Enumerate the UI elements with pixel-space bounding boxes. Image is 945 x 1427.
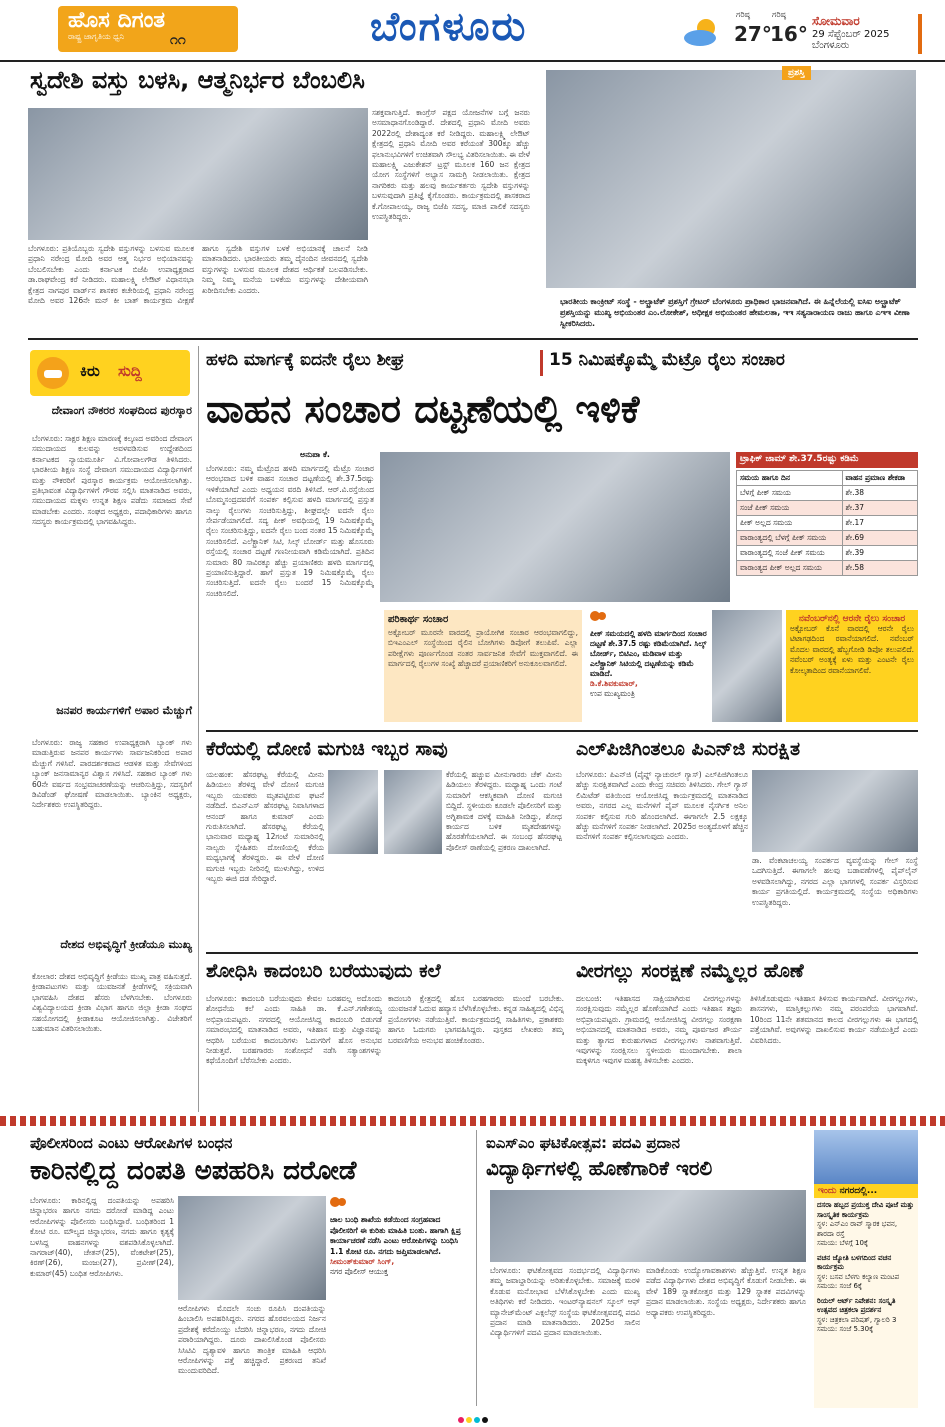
max-temp: 27° [734, 22, 772, 46]
event-name: ರಿಯಲ್ ಆರ್ಟ್ ನಿವೇಶನ: ಸಂಸ್ಕೃತಿ ಉತ್ಸವದ ಚಿತ್ರಕಲಾ ಪ್ರದರ್ಶನ [817, 1296, 896, 1314]
victim-photo-2 [384, 770, 442, 854]
quote-text: ಪೀಕ್ ಸಮಯದಲ್ಲಿ ಹಳದಿ ಮಾರ್ಗದಿಂದ ಸಂಚಾರ ದಟ್ಟಣೆ ಶೇ.37.5 ರಷ್ಟು ಕಡಿಮೆಯಾಗಿದೆ. ಸಿಲ್ಕ್ ಬೋರ್ಡ್, ಬಿಟಿಎಂ, ಮಡಿವಾಳ ಮತ್ತು ಎಲೆಕ್ಟ್ರಾನಿಕ್ ಸಿಟಿಯಲ್ಲಿ ದಟ್ಟಣೆಯನ್ನು ಕಡಿಮೆ ಮಾಡಿದೆ. [590, 629, 707, 678]
trial-run-box [384, 610, 582, 722]
boat-text: ಯಲಹಂಕ: ಹೆಸರಘಟ್ಟ ಕೆರೆಯಲ್ಲಿ ಮೀನು ಹಿಡಿಯಲು ತೆರಳಿದ್ದ ವೇಳೆ ದೋಣಿ ಮಗುಚಿ ಇಬ್ಬರು ಯುವಕರು ಮೃತಪಟ್ಟಿರುವ ಘಟನೆ ನಡೆದಿದೆ. ಬಿಎನ್‌ಎಸ್ ಹೆಸರಘಟ್ಟ ನಿವಾಸಿಗಳಾದ ಆನಂದ್ ಹಾಗೂ ಕುಮಾರ್ ಎಂದು ಗುರುತಿಸಲಾಗಿದೆ. ಹೆಸರಘಟ್ಟ ಕೆರೆಯಲ್ಲಿ ಭಾನುವಾರ ಮಧ್ಯಾಹ್ನ 12ಗಂಟೆ ಸುಮಾರಿನಲ್ಲಿ ನಾಲ್ವರು ಸ್ನೇಹಿತರು ದೋಣಿಯಲ್ಲಿ ಕೆರೆಯ ಮಧ್ಯಭಾಗಕ್ಕೆ ತೆರಳಿದ್ದರು. ಈ ವೇಳೆ ದೋಣಿ ಮಗುಚಿ ಇಬ್ಬರು ನೀರಿನಲ್ಲಿ ಮುಳುಗಿದ್ದು, ಉಳಿದ ಇಬ್ಬರು ಈಜಿ ದಡ ಸೇರಿದ್ದಾರೆ. [206, 770, 324, 884]
table-cell: ಶೇ.17 [842, 516, 917, 531]
table-cell: ಬೆಳಗ್ಗೆ ಪೀಕ್ ಸಮಯ [737, 486, 843, 501]
logo-text: ಹೊಸ ದಿಗಂತ [68, 8, 166, 33]
convocation-text: ಬೆಂಗಳೂರು: ಘಟಿಕೋತ್ಸವದ ಸಂದರ್ಭದಲ್ಲಿ ವಿದ್ಯಾರ್ಥಿಗಳು ತಮ್ಮ ಜವಾಬ್ದಾರಿಯನ್ನು ಅರಿತುಕೊಳ್ಳಬೇಕು. ಸಮಾಜಕ್ಕೆ ಮರಳಿ ಕೊಡುವ ಮನೋಭಾವ ಬೆಳೆಸಿಕೊಳ್ಳಬೇಕು ಎಂದು ಮುಖ್ಯ ಅತಿಥಿಗಳು ಕರೆ ನೀಡಿದರು. ಇಂಟರ್‌ನ್ಯಾಷನಲ್ ಸ್ಕೂಲ್ ಆಫ್ ಮ್ಯಾನೇಜ್‌ಮೆಂಟ್ ಎಕ್ಸಲೆನ್ಸ್ ಸಂಸ್ಥೆಯ ಘಟಿಕೋತ್ಸವದಲ್ಲಿ ಪದವಿ ಪ್ರದಾನ ಮಾಡಿ ಮಾತನಾಡಿದರು. 2025ರ ಸಾಲಿನ ವಿದ್ಯಾರ್ಥಿಗಳಿಗೆ ಪದವಿ ಪ್ರದಾನ ಮಾಡಲಾಯಿತು. [490, 1266, 640, 1338]
newspaper-logo[interactable] [58, 6, 238, 52]
novel-text: ಬೆಂಗಳೂರು: ಕಾದಂಬರಿ ಬರೆಯುವುದು ಕೇವಲ ಬರಹವಲ್ಲ ಅದೊಂದು ಶೋಧನೆಯ ಕಲೆ ಎಂದು ಸಾಹಿತಿ ಡಾ. ಕೆ.ಎನ್.ಗಣೇಶಯ್ಯ ಅಭಿಪ್ರಾಯಪಟ್ಟರು. ನಗರದಲ್ಲಿ ಆಯೋಜಿಸಿದ್ದ ಕಾದಂಬರಿ ಬಿಡುಗಡೆ ಸಮಾರಂಭದಲ್ಲಿ ಮಾತನಾಡಿದ ಅವರು, ಇತಿಹಾಸ ಮತ್ತು ವಿಜ್ಞಾನವನ್ನು ಆಧರಿಸಿ ಬರೆಯುವ ಕಾದಂಬರಿಗಳು ಓದುಗರಿಗೆ ಹೊಸ ಅನುಭವ ನೀಡುತ್ತವೆ. ಬರಹಗಾರರು ಸಂಶೋಧನೆ ನಡೆಸಿ ಸತ್ಯಾಂಶಗಳನ್ನು ಕಥೆಯೊಂದಿಗೆ ಬೆರೆಸಬೇಕು ಎಂದರು. [206, 994, 382, 1066]
kiru3-text: ಕೋಲಾರ: ದೇಶದ ಅಭಿವೃದ್ಧಿಗೆ ಕ್ರೀಡೆಯು ಮುಖ್ಯ ಪಾತ್ರ ವಹಿಸುತ್ತದೆ. ಕ್ರೀಡಾಪಟುಗಳು ಮತ್ತು ಯುವಜನತೆ ಕ್ರೀಡೆಗಳಲ್ಲಿ ಸಕ್ರಿಯವಾಗಿ ಭಾಗವಹಿಸಿ ದೇಶದ ಹೆಸರು ಬೆಳಗಿಸಬೇಕು. ಬೆಂಗಳೂರು ವಿಶ್ವವಿದ್ಯಾಲಯದ ಕ್ರೀಡಾ ವಿಭಾಗ ಹಾಗೂ ಜಿಲ್ಲಾ ಕ್ರೀಡಾ ಸಂಘದ ಸಹಯೋಗದಲ್ಲಿ ಕ್ರೀಡಾಕೂಟ ಆಯೋಜಿಸಲಾಗಿತ್ತು. ವಿಜೇತರಿಗೆ ಬಹುಮಾನ ವಿತರಿಸಲಾಯಿತು. [32, 972, 192, 1034]
lead-kicker-b: 15 ನಿಮಿಷಕ್ಕೊಮ್ಮೆ ಮೆಟ್ರೊ ರೈಲು ಸಂಚಾರ [540, 350, 918, 376]
traffic-table [736, 470, 918, 576]
print-registration-marks [0, 1408, 945, 1418]
weekday: ಸೋಮವಾರ [812, 14, 860, 28]
divider [206, 952, 918, 954]
lead-byline: ಅನುಪಾ ಕೆ. [300, 450, 330, 459]
today-list [814, 1198, 918, 1338]
divider [206, 730, 918, 732]
event-time: ಸಮಯ: ಸಂಜೆ 5.30ಕ್ಕೆ [817, 1325, 874, 1333]
convocation-text-2: ಮಾಡಿಕೊಂಡು ಉದ್ಯೋಗಾವಕಾಶಗಳು ಹೆಚ್ಚುತ್ತಿವೆ. ಉನ್ನತ ಶಿಕ್ಷಣ ಪಡೆದ ವಿದ್ಯಾರ್ಥಿಗಳು ದೇಶದ ಅಭಿವೃದ್ಧಿಗೆ ಕೊಡುಗೆ ನೀಡಬೇಕು. ಈ ವೇಳೆ 189 ಸ್ನಾತಕೋತ್ತರ ಮತ್ತು 129 ಸ್ನಾತಕ ಪದವಿಗಳನ್ನು ಪ್ರದಾನ ಮಾಡಲಾಯಿತು. ಸಂಸ್ಥೆಯ ಅಧ್ಯಕ್ಷರು, ನಿರ್ದೇಶಕರು ಹಾಗೂ ಅಧ್ಯಾಪಕರು ಉಪಸ್ಥಿತರಿದ್ದರು. [646, 1266, 806, 1317]
weather-box [680, 10, 808, 54]
table-head-cell: ಸಮಯ ಹಾಗೂ ದಿನ [737, 471, 843, 486]
table-row [737, 561, 918, 576]
event-time: ಸಮಯ: ಸಂಜೆ 6ಕ್ಕೆ [817, 1282, 863, 1290]
table-row [737, 501, 918, 516]
today-in-city [814, 1130, 918, 1408]
novel-headline[interactable]: ಶೋಧಿಸಿ ಕಾದಂಬರಿ ಬರೆಯುವುದು ಕಲೆ [206, 960, 441, 982]
quote-icon [590, 611, 606, 625]
police-photo [178, 1196, 326, 1300]
police-quote-author: ಸೀಮಂತ್‌ಕುಮಾರ್ ಸಿಂಗ್, [330, 1257, 395, 1266]
date: 29 ಸೆಪ್ಟೆಂಬರ್ 2025 [812, 29, 890, 40]
table-cell: ಶೇ.38 [842, 486, 917, 501]
convocation-headline[interactable]: ವಿದ್ಯಾರ್ಥಿಗಳಲ್ಲಿ ಹೊಣೆಗಾರಿಕೆ ಇರಲಿ [486, 1156, 713, 1180]
column-rule [198, 346, 199, 1112]
today-title [814, 1184, 918, 1198]
column-rule [476, 1130, 477, 1406]
table-row [737, 546, 918, 561]
list-item[interactable] [817, 1201, 915, 1249]
event-place: ಸ್ಥಳ: ಎನ್‌ಎಂ ರಾವ್ ಸ್ಮಾರಕ ಭವನ, ಶಾರದಾ ರಸ್ತೆ [817, 1220, 898, 1238]
table-row [737, 516, 918, 531]
boat-headline[interactable]: ಕೆರೆಯಲ್ಲಿ ದೋಣಿ ಮಗುಚಿ ಇಬ್ಬರ ಸಾವು [206, 738, 448, 760]
table-row [737, 531, 918, 546]
story1-text-right: ಸಶಕ್ತವಾಗುತ್ತಿದೆ. ಕಾಂಗ್ರೆಸ್ ಪಕ್ಷದ ಯೋಜನೆಗಳ ಬಗ್ಗೆ ಜನರು ಅಸಮಾಧಾನಗೊಂಡಿದ್ದಾರೆ. ದೇಶದಲ್ಲಿ ಪ್ರಧಾನಿ ಮೋದಿ ಅವರು 2022ರಲ್ಲಿ ದೇಶಾದ್ಯಂತ ಕರೆ ನೀಡಿದ್ದರು. ಮಹಾಲಕ್ಷ್ಮಿ ಲೇಔಟ್ ಕ್ಷೇತ್ರದಲ್ಲಿ ಪ್ರಧಾನಿ ಮೋದಿ ಅವರ ಕರೆಯಂತೆ 300ಕ್ಕೂ ಹೆಚ್ಚು ಫಲಾನುಭವಿಗಳಿಗೆ ಉಚಿತವಾಗಿ ಸೌಲಭ್ಯ ವಿತರಿಸಲಾಯಿತು. ಈ ವೇಳೆ ಮಹಾಲಕ್ಷ್ಮಿ ಎಜುಕೇಶನ್ ಟ್ರಸ್ಟ್ ಮೂಲಕ 160 ಜನ ಕ್ಷೇತ್ರದ ಯೋಗ ಸಂಸ್ಥೆಗಳಿಗೆ ಅಭ್ಯಾಸ ಸಾಮಗ್ರಿ ನೀಡಲಾಯಿತು. ಕ್ಷೇತ್ರದ ನಾಗರಿಕರು ಮತ್ತು ಹಲವು ಕಾರ್ಯಕರ್ತರು ಸ್ವದೇಶಿ ವಸ್ತುಗಳನ್ನು ಬಳಸುವುದಾಗಿ ಪ್ರತಿಜ್ಞೆ ಕೈಗೊಂಡರು. ಕಾರ್ಯಕ್ರಮದಲ್ಲಿ ಶಾಸಕರಾದ ಕೆ.ಗೋಪಾಲಯ್ಯ, ರಾಜ್ಯ ಬಿಜೆಪಿ ಸದಸ್ಯ, ಮಾಜಿ ಪಾಲಿಕೆ ಸದಸ್ಯರು ಉಪಸ್ಥಿತರಿದ್ದರು. [372, 108, 530, 222]
boat-text-2: ಕೆರೆಯಲ್ಲಿ ಹಚ್ಚುವ ಮೀನುಗಾರರು ಚೆಕ್ ಮೀನು ಹಿಡಿಯಲು ತೆರಳಿದ್ದರು. ಮಧ್ಯಾಹ್ನ ಒಂದು ಗಂಟೆ ಸುಮಾರಿಗೆ ಆಕಸ್ಮಿಕವಾಗಿ ದೋಣಿ ಮಗುಚಿ ಬಿದ್ದಿದೆ. ಸ್ಥಳೀಯರು ಕೂಡಲೇ ಪೊಲೀಸರಿಗೆ ಮತ್ತು ಅಗ್ನಿಶಾಮಕ ದಳಕ್ಕೆ ಮಾಹಿತಿ ನೀಡಿದ್ದು, ಶೋಧ ಕಾರ್ಯದ ಬಳಿಕ ಮೃತದೇಹಗಳನ್ನು ಹೊರತೆಗೆಯಲಾಗಿದೆ. ಈ ಸಂಬಂಧ ಹೆಸರಘಟ್ಟ ಪೊಲೀಸ್ ಠಾಣೆಯಲ್ಲಿ ಪ್ರಕರಣ ದಾಖಲಾಗಿದೆ. [446, 770, 562, 852]
trial-run-text: ಅಕ್ಟೋಬರ್ ಮೂರನೇ ವಾರದಲ್ಲಿ ಪ್ರಾಯೋಗಿಕ ಸಂಚಾರ ಆರಂಭವಾಗಲಿದ್ದು, ಬಿಇಎಂಎಲ್ ಸಂಸ್ಥೆಯಿಂದ ರೈಲಿನ ಬೋಗಿಗಳು ಡಿಪೋಗೆ ತಲುಪಿವೆ. ಎಲ್ಲಾ ಪರೀಕ್ಷೆಗಳು ಪೂರ್ಣಗೊಂಡ ನಂತರ ಸಾರ್ವಜನಿಕ ಸೇವೆಗೆ ಮುಕ್ತವಾಗಲಿದೆ. ಈ ಮಾರ್ಗದಲ್ಲಿ ರೈಲುಗಳ ಸಂಖ್ಯೆ ಹೆಚ್ಚಾದರೆ ಪ್ರಯಾಣಿಕರಿಗೆ ಅನುಕೂಲವಾಗಲಿದೆ. [388, 628, 578, 669]
veeragallu-headline[interactable]: ವೀರಗಲ್ಲು ಸಂರಕ್ಷಣೆ ನಮ್ಮೆಲ್ಲರ ಹೊಣೆ [576, 960, 804, 982]
table-cell: ಪೀಕ್ ಅಲ್ಲದ ಸಮಯ [737, 516, 843, 531]
event-place: ಸ್ಥಳ: ಬಸವ ಬೆಳಗು ಕಲ್ಯಾಣ ಮಂಟಪ [817, 1272, 900, 1281]
divider [28, 338, 918, 340]
table-cell: ಸಂಜೆ ಪೀಕ್ ಸಮಯ [737, 501, 843, 516]
event-time: ಸಮಯ: ಬೆಳಗ್ಗೆ 10ಕ್ಕೆ [817, 1239, 869, 1247]
award-tag: ಪ್ರಶಸ್ತಿ [782, 66, 811, 80]
png-text: ಬೆಂಗಳೂರು: ಪಿಎನ್‌ಜಿ (ಪೈಪ್ಡ್ ನ್ಯಾಚುರಲ್ ಗ್ಯಾಸ್) ಎಲ್‌ಪಿಜಿಗಿಂತಲೂ ಹೆಚ್ಚು ಸುರಕ್ಷಿತವಾಗಿದೆ ಎಂದು ಕೇಂದ್ರ ಸಚಿವರು ತಿಳಿಸಿದರು. ಗೇಲ್ ಗ್ಯಾಸ್ ಲಿಮಿಟೆಡ್ ವತಿಯಿಂದ ಆಯೋಜಿಸಿದ್ದ ಕಾರ್ಯಕ್ರಮದಲ್ಲಿ ಮಾತನಾಡಿದ ಅವರು, ನಗರದ ಎಲ್ಲ ಮನೆಗಳಿಗೆ ಪೈಪ್ ಮೂಲಕ ನೈಸರ್ಗಿಕ ಅನಿಲ ಸಂಪರ್ಕ ಕಲ್ಪಿಸುವ ಗುರಿ ಹೊಂದಲಾಗಿದೆ. ಈಗಾಗಲೇ 2.5 ಲಕ್ಷಕ್ಕೂ ಹೆಚ್ಚು ಮನೆಗಳಿಗೆ ಸಂಪರ್ಕ ನೀಡಲಾಗಿದೆ. 2025ರ ಅಂತ್ಯದೊಳಗೆ ಹೆಚ್ಚಿನ ಮನೆಗಳಿಗೆ ಸಂಪರ್ಕ ಕಲ್ಪಿಸಲಾಗುವುದು ಎಂದರು. [576, 770, 748, 842]
police-kicker: ಪೊಲೀಸರಿಂದ ಎಂಟು ಆರೋಪಿಗಳ ಬಂಧನ [30, 1134, 233, 1152]
event-name: ವಚನ ಜ್ಯೋತಿ ಬಳಗದಿಂದ ವಚನ ಕಾರ್ಯಕ್ರಮ [817, 1253, 892, 1271]
convocation-kicker: ಐಎಸ್‌ಎಂ ಘಟಿಕೋತ್ಸವ: ಪದವಿ ಪ್ರದಾನ [486, 1134, 681, 1152]
png-headline[interactable]: ಎಲ್‌ಪಿಜಿಗಿಂತಲೂ ಪಿಎನ್‌ಜಿ ಸುರಕ್ಷಿತ [576, 738, 801, 760]
sixth-train-title: ನವೆಂಬರ್‌ನಲ್ಲಿ ಆರನೇ ರೈಲು ಸಂಚಾರ [798, 614, 906, 624]
dks-quote [590, 610, 710, 722]
list-item[interactable] [817, 1297, 915, 1335]
dateline-place: ಬೆಂಗಳೂರು [812, 40, 850, 51]
png-photo [752, 770, 918, 852]
sixth-train-text: ಅಕ್ಟೋಬರ್ ಕೊನೆ ವಾರದಲ್ಲಿ ಆರನೇ ರೈಲು ಟಿಟಾಗಢದಿಂದ ರವಾನೆಯಾಗಲಿದೆ. ನವೆಂಬರ್ ಮೊದಲ ವಾರದಲ್ಲಿ ಹೆಬ್ಬಗೋಡಿ ಡಿಪೋ ತಲುಪಲಿದೆ. ನವೆಂಬರ್ ಅಂತ್ಯಕ್ಕೆ ಏಳು ಮತ್ತು ಎಂಟನೇ ರೈಲು ಕೋಲ್ಕತಾದಿಂದ ರವಾನೆಯಾಗಲಿವೆ. [790, 624, 914, 675]
table-cell: ವಾರಾಂತ್ಯದಲ್ಲಿ ಬೆಳಗ್ಗೆ ಪೀಕ್ ಸಮಯ [737, 531, 843, 546]
issue-number: ೧೧ [170, 32, 186, 48]
police-quote-role: ನಗರ ಪೊಲೀಸ್ ಆಯುಕ್ತ [330, 1267, 389, 1276]
kiru1-headline[interactable]: ದೇವಾಂಗ ನೌಕರರ ಸಂಘದಿಂದ ಪುರಸ್ಕಾರ [51, 404, 192, 417]
table-cell: ವಾರಾಂತ್ಯದಲ್ಲಿ ಸಂಜೆ ಪೀಕ್ ಸಮಯ [737, 546, 843, 561]
police-text: ಬೆಂಗಳೂರು: ಕಾರಿನಲ್ಲಿದ್ದ ದಂಪತಿಯನ್ನು ಅಪಹರಿಸಿ ಚಿನ್ನಾಭರಣ ಹಾಗೂ ನಗದು ದರೋಡೆ ಮಾಡಿದ್ದ ಎಂಟು ಆರೋಪಿಗಳನ್ನು ಪೊಲೀಸರು ಬಂಧಿಸಿದ್ದಾರೆ. ಬಂಧಿತರಿಂದ 1 ಕೋಟಿ ರೂ. ಮೌಲ್ಯದ ಚಿನ್ನಾಭರಣ, ನಗದು ಹಾಗೂ ಕೃತ್ಯಕ್ಕೆ ಬಳಸಿದ್ದ ವಾಹನಗಳನ್ನು ವಶಪಡಿಸಿಕೊಳ್ಳಲಾಗಿದೆ. ನಾಗರಾಜ್(40), ಚೇತನ್(25), ವೆಂಕಟೇಶ್(25), ಕಿರಣ್(26), ಮಂಜು(27), ಪ್ರವೀಣ್(24), ಕುಮಾರ್(45) ಬಂಧಿತ ಆರೋಪಿಗಳು. [30, 1196, 174, 1278]
section-divider [0, 1116, 945, 1126]
lead-kicker-a: ಹಳದಿ ಮಾರ್ಗಕ್ಕೆ ಐದನೇ ರೈಲು ಶೀಘ್ರ [206, 350, 405, 370]
list-item[interactable] [817, 1254, 915, 1292]
event-name: ದಸರಾ ಹಬ್ಬದ ಪ್ರಯುಕ್ತ ದೇವಿ ಪೂಜೆ ಮತ್ತು ಸಾಂಸ್ಕೃತಿಕ ಕಾರ್ಯಕ್ರಮ [817, 1201, 914, 1219]
kiru3-headline[interactable]: ದೇಶದ ಅಭಿವೃದ್ಧಿಗೆ ಕ್ರೀಡೆಯೂ ಮುಖ್ಯ [60, 938, 192, 951]
table-header-row [737, 471, 918, 486]
city-skyline [814, 1130, 918, 1184]
partly-cloudy-icon [680, 14, 724, 50]
quote-icon [330, 1197, 346, 1211]
logo-tagline: ರಾಷ್ಟ್ರ ಜಾಗೃತಿಯ ಧ್ವನಿ [68, 32, 125, 41]
veeragallu-text: ದಲಬಂಜಿ: ಇತಿಹಾಸದ ಸಾಕ್ಷಿಯಾಗಿರುವ ವೀರಗಲ್ಲುಗಳನ್ನು ಸಂರಕ್ಷಿಸುವುದು ನಮ್ಮೆಲ್ಲರ ಹೊಣೆಯಾಗಿದೆ ಎಂದು ಇತಿಹಾಸ ತಜ್ಞರು ಅಭಿಪ್ರಾಯಪಟ್ಟರು. ಗ್ರಾಮದಲ್ಲಿ ಆಯೋಜಿಸಿದ್ದ ವೀರಗಲ್ಲು ಸಂರಕ್ಷಣಾ ಅಭಿಯಾನದಲ್ಲಿ ಮಾತನಾಡಿದ ಅವರು, ನಮ್ಮ ಪೂರ್ವಜರ ಶೌರ್ಯ ಮತ್ತು ತ್ಯಾಗದ ಕುರುಹುಗಳಾದ ವೀರಗಲ್ಲುಗಳು ನಾಶವಾಗುತ್ತಿವೆ. ಇವುಗಳನ್ನು ಸಂರಕ್ಷಿಸಲು ಸ್ಥಳೀಯರು ಮುಂದಾಗಬೇಕು. ಶಾಲಾ ಮಕ್ಕಳಿಗೂ ಇವುಗಳ ಮಹತ್ವ ತಿಳಿಸಬೇಕು ಎಂದರು. [576, 994, 742, 1066]
story1-text: ಬೆಂಗಳೂರು: ಪ್ರತಿಯೊಬ್ಬರು ಸ್ವದೇಶಿ ವಸ್ತುಗಳನ್ನು ಬಳಸುವ ಮೂಲಕ ಪ್ರಧಾನಿ ನರೇಂದ್ರ ಮೋದಿ ಅವರ ಆತ್ಮ ನಿರ್ಭರ ಅಭಿಯಾನವನ್ನು ಬೆಂಬಲಿಸಬೇಕು ಎಂದು ಕರ್ನಾಟಕ ಬಿಜೆಪಿ ಉಪಾಧ್ಯಕ್ಷರಾದ ಡಾ.ರಾಘವೇಂದ್ರ ಕರೆ ನೀಡಿದರು. ಮಹಾಲಕ್ಷ್ಮಿ ಲೇಔಟ್ ವಿಧಾನಸಭಾ ಕ್ಷೇತ್ರದ ನಾಗಪುರ ವಾರ್ಡ್‌ನ ಶಾಸಕರ ಕಚೇರಿಯಲ್ಲಿ ಪ್ರಧಾನಿ ನರೇಂದ್ರ ಮೋದಿ ಅವರ 126ನೇ ಮನ್ ಕೀ ಬಾತ್ ಕಾರ್ಯಕ್ರಮ ವೀಕ್ಷಣೆ ಹಾಗೂ ಸ್ವದೇಶಿ ವಸ್ತುಗಳ ಬಳಕೆ ಅಭಿಯಾನಕ್ಕೆ ಚಾಲನೆ ನೀಡಿ ಮಾತನಾಡಿದರು. ಭಾರತೀಯರು ತಮ್ಮ ದೈನಂದಿನ ಜೀವನದಲ್ಲಿ ಸ್ವದೇಶಿ ವಸ್ತುಗಳನ್ನು ಬಳಸುವ ಮೂಲಕ ದೇಶದ ಆರ್ಥಿಕತೆ ಬಲಪಡಿಸಬೇಕು. ನಿಮ್ಮ ನಿಮ್ಮ ಮನೆಯ ಬಳಕೆಯ ವಸ್ತುಗಳನ್ನು ದೇಶೀಯವಾಗಿ ಖರೀದಿಸಬೇಕು ಎಂದರು. [28, 244, 368, 306]
min-temp: 16° [770, 22, 808, 46]
table-cell: ಶೇ.37 [842, 501, 917, 516]
lead-text: ಬೆಂಗಳೂರು: ನಮ್ಮ ಮೆಟ್ರೊದ ಹಳದಿ ಮಾರ್ಗದಲ್ಲಿ ಮೆಟ್ರೊ ಸಂಚಾರ ಆರಂಭವಾದ ಬಳಿಕ ವಾಹನ ಸಂಚಾರ ದಟ್ಟಣೆಯಲ್ಲಿ ಶೇ.37.5ರಷ್ಟು ಇಳಿಕೆಯಾಗಿದೆ ಎಂದು ಅಧ್ಯಯನ ವರದಿ ತಿಳಿಸಿದೆ. ಆರ್.ವಿ.ರಸ್ತೆಯಿಂದ ಬೊಮ್ಮಸಂದ್ರದವರೆಗೆ ಸಂಪರ್ಕ ಕಲ್ಪಿಸುವ ಹಳದಿ ಮಾರ್ಗದಲ್ಲಿ ಪ್ರಸ್ತುತ ನಾಲ್ಕು ರೈಲುಗಳು ಸಂಚರಿಸುತ್ತಿದ್ದು, ಶೀಘ್ರದಲ್ಲೇ ಐದನೇ ರೈಲು ಸೇರ್ಪಡೆಯಾಗಲಿದೆ. ಸದ್ಯ ಪೀಕ್ ಅವಧಿಯಲ್ಲಿ 19 ನಿಮಿಷಕ್ಕೊಮ್ಮೆ ರೈಲು ಸಂಚರಿಸುತ್ತಿದ್ದು, ಐದನೇ ರೈಲು ಬಂದ ನಂತರ 15 ನಿಮಿಷಕ್ಕೊಮ್ಮೆ ಸಂಚರಿಸಲಿದೆ. ಎಲೆಕ್ಟ್ರಾನಿಕ್ ಸಿಟಿ, ಸಿಲ್ಕ್ ಬೋರ್ಡ್ ಮತ್ತು ಹೊಸೂರು ರಸ್ತೆಯಲ್ಲಿ ಸಂಚಾರ ದಟ್ಟಣೆ ಗಣನೀಯವಾಗಿ ಕಡಿಮೆಯಾಗಿದೆ. ಪ್ರತಿದಿನ ಸುಮಾರು 80 ಸಾವಿರಕ್ಕೂ ಹೆಚ್ಚು ಪ್ರಯಾಣಿಕರು ಹಳದಿ ಮಾರ್ಗದಲ್ಲಿ ಪ್ರಯಾಣಿಸುತ್ತಿದ್ದಾರೆ. ಹಾಗೆ ಪ್ರಸ್ತುತ 19 ನಿಮಿಷಕ್ಕೊಮ್ಮೆ ರೈಲು ಸಂಚರಿಸುತ್ತಿದೆ. ಐದನೇ ರೈಲು ಬಂದರೆ 15 ನಿಮಿಷಕ್ಕೊಮ್ಮೆ ಸಂಚರಿಸಲಿದೆ. [206, 464, 374, 598]
award-photo [546, 70, 916, 288]
kiru2-headline[interactable]: ಜನಪರ ಕಾರ್ಯಗಳಿಗೆ ಅಪಾರ ಮೆಚ್ಚುಗೆ [56, 704, 192, 717]
victim-photo-1 [328, 770, 378, 854]
sixth-train-box [786, 610, 918, 722]
today-title-b: ನಗರದಲ್ಲಿ... [839, 1186, 878, 1196]
metro-photo [380, 452, 730, 602]
convocation-photo [490, 1190, 806, 1262]
traffic-table-title: ಟ್ರಾಫಿಕ್ ಜಾಮ್ ಶೇ.37.5ರಷ್ಟು ಕಡಿಮೆ [736, 452, 918, 468]
police-quote-text: ಜಾಲ ಬಂಧಿ ಶಾಖೆಯ ಕಡೆಯಿಂದ ಸಂಗ್ರಹವಾದ ಪೊಲೀಸರಿಗೆ ಈ ಕುರಿತು ಮಾಹಿತಿ ಬಂತು. ಹಾಗಾಗಿ ಕ್ಷಿಪ್ರ ಕಾರ್ಯಾಚರಣೆ ನಡೆಸಿ ಎಂಟು ಆರೋಪಿಗಳನ್ನು ಬಂಧಿಸಿ 1.1 ಕೋಟಿ ರೂ. ನಗದು ಜಪ್ತಿಮಾಡಲಾಗಿದೆ. [330, 1215, 461, 1256]
table-head-cell: ವಾಹನ ಪ್ರಮಾಣ ಶೇಕಡಾ [842, 471, 917, 486]
veeragallu-text-2: ತಿಳಿಸಿಕೊಡುವುದು ಇತಿಹಾಸ ತಿಳಿಸುವ ಕಾರ್ಯವಾಗಿದೆ. ವೀರಗಲ್ಲುಗಳು, ಶಾಸನಗಳು, ಮಾಸ್ತಿಕಲ್ಲುಗಳು ನಮ್ಮ ಪರಂಪರೆಯ ಭಾಗವಾಗಿವೆ. 10ರಿಂದ 11ನೇ ಶತಮಾನದ ಕಾಲದ ವೀರಗಲ್ಲುಗಳು ಈ ಭಾಗದಲ್ಲಿ ಪತ್ತೆಯಾಗಿವೆ. ಅವುಗಳನ್ನು ದಾಖಲಿಸುವ ಕಾರ್ಯ ನಡೆಯುತ್ತಿದೆ ಎಂದು ವಿವರಿಸಿದರು. [750, 994, 918, 1045]
police-headline[interactable]: ಕಾರಿನಲ್ಲಿದ್ದ ದಂಪತಿ ಅಪಹರಿಸಿ ದರೋಡೆ [30, 1156, 357, 1186]
table-cell: ಶೇ.58 [842, 561, 917, 576]
kiru1-text: ಬೆಂಗಳೂರು: ಸಾಕ್ಷರ ಶಿಕ್ಷಣ ಮಾರಣಕ್ಕೆ ಕಲ್ಕಣದ ಅವರಿಂದ ದೇವಾಂಗ ಸಮುದಾಯದ ಕುಲವನ್ನು ಅವಳವಡಿಸುವ ಉದ್ದೇಶದಿಂದ ಕರ್ನಾಟಕದ ನ್ಯಾಯಮೂರ್ತಿ ವಿ.ಗೋಪಾಲಗೌಡ ತಿಳಿಸಿದರು. ಭಾರತೀಯ ಶಿಕ್ಷಣ ಸಂಸ್ಥೆ ದೇವಾಂಗ ಸಮುದಾಯದ ವಿದ್ಯಾರ್ಥಿಗಳಿಗೆ ಮತ್ತು ನೌಕರರಿಗೆ ಪುರಸ್ಕಾರ ಕಾರ್ಯಕ್ರಮ ಆಯೋಜಿಸಲಾಗಿತ್ತು. ಪ್ರತಿಭಾವಂತ ವಿದ್ಯಾರ್ಥಿಗಳಿಗೆ ಗೌರವ ಸಲ್ಲಿಸಿ ಮಾತನಾಡಿದ ಅವರು, ಸಮುದಾಯದ ಮಕ್ಕಳು ಉನ್ನತ ಶಿಕ್ಷಣ ಪಡೆದು ಸಮಾಜದ ಸೇವೆ ಮಾಡಬೇಕು ಎಂದರು. ಸಂಘದ ಅಧ್ಯಕ್ಷರು, ಪದಾಧಿಕಾರಿಗಳು ಹಾಗೂ ಸದಸ್ಯರು ಕಾರ್ಯಕ್ರಮದಲ್ಲಿ ಭಾಗವಹಿಸಿದ್ದರು. [32, 434, 192, 527]
quote-role: ಉಪ ಮುಖ್ಯಮಂತ್ರಿ [590, 689, 635, 698]
kirusuddi-title-b: ಸುದ್ದಿ [118, 362, 142, 380]
edition-city: ಬೆಂಗಳೂರು [370, 4, 528, 50]
table-cell: ವಾರಾಂತ್ಯದ ಪೀಕ್ ಅಲ್ಲದ ಸಮಯ [737, 561, 843, 576]
quote-author: ಡಿ.ಕೆ.ಶಿವಕುಮಾರ್, [590, 679, 638, 688]
masthead [0, 0, 945, 62]
story1-photo [28, 108, 368, 240]
kirusuddi-title-a: ಕಿರು [80, 362, 100, 380]
dks-photo [712, 610, 782, 722]
pointing-hand-icon [36, 356, 70, 390]
lead-headline[interactable]: ವಾಹನ ಸಂಚಾರ ದಟ್ಟಣೆಯಲ್ಲಿ ಇಳಿಕೆ [206, 387, 640, 431]
police-quote [330, 1196, 470, 1376]
table-cell: ಶೇ.69 [842, 531, 917, 546]
table-cell: ಶೇ.39 [842, 546, 917, 561]
min-label: ಗರಿಷ್ಠ [772, 10, 786, 19]
max-label: ಗರಿಷ್ಠ [736, 10, 750, 19]
story1-headline[interactable]: ಸ್ವದೇಶಿ ವಸ್ತು ಬಳಸಿ, ಆತ್ಮನಿರ್ಭರ ಬೆಂಬಲಿಸಿ [30, 66, 365, 94]
table-row [737, 486, 918, 501]
kiru2-text: ಬೆಂಗಳೂರು: ರಾಜ್ಯ ಸಹಕಾರ ಉಪಾಧ್ಯಕ್ಷರಾಗಿ ಬ್ಯಾಂಕ್ ಗಳು ಮಾಡುತ್ತಿರುವ ಜನಪರ ಕಾರ್ಯಗಳು ಸಾರ್ವಜನಿಕರಿಂದ ಅಪಾರ ಮೆಚ್ಚುಗೆ ಗಳಿಸಿವೆ. ಪಾರದರ್ಶಕವಾದ ಆಡಳಿತ ಮತ್ತು ಸೇವೆಗಳಿಂದ ಬ್ಯಾಂಕ್ ಜನಸಾಮಾನ್ಯರ ವಿಶ್ವಾಸ ಗಳಿಸಿದೆ. ಸಹಕಾರ ಬ್ಯಾಂಕ್ ಗಳು 60ನೇ ವರ್ಷದ ಸಂಭ್ರಮಾಚರಣೆಯನ್ನು ಆಚರಿಸುತ್ತಿದ್ದು, ಸದಸ್ಯರಿಗೆ ಡಿವಿಡೆಂಡ್ ಘೋಷಣೆ ಮಾಡಲಾಯಿತು. ಬ್ಯಾಂಕಿನ ಅಧ್ಯಕ್ಷರು, ನಿರ್ದೇಶಕರು ಉಪಸ್ಥಿತರಿದ್ದರು. [32, 738, 192, 810]
kirusuddi-banner [30, 350, 190, 396]
award-caption: ಭಾರತೀಯ ಕಾಂಕ್ರೀಟ್ ಸಂಸ್ಥೆ - ಅಲ್ಟ್ರಾಟೆಕ್ ಪ್ರಶಸ್ತಿಗೆ ಗ್ರೇಟರ್ ಬೆಂಗಳೂರು ಪ್ರಾಧಿಕಾರ ಭಾಜನವಾಗಿದೆ. ಈ ಹಿನ್ನೆಲೆಯಲ್ಲಿ ಐಸಿಐ ಅಲ್ಟ್ರಾಟೆಕ್ ಪ್ರಶಸ್ತಿಯನ್ನು ಮುಖ್ಯ ಅಭಿಯಂತರ ಎಂ.ಲೋಕೇಶ್, ಅಧೀಕ್ಷಕ ಅಭಿಯಂತರ ಹೇಮಲತಾ, ಇಇ ಸತ್ಯನಾರಾಯಣ ರಾಜು ಹಾಗೂ ಎಇಇ ವೀಣಾ ಸ್ವೀಕರಿಸಿದರು. [560, 297, 910, 328]
novel-text-2: ಕಾದಂಬರಿ ಕ್ಷೇತ್ರದಲ್ಲಿ ಹೊಸ ಬರಹಗಾರರು ಮುಂದೆ ಬರಬೇಕು. ಯುವಜನತೆ ಓದುವ ಹವ್ಯಾಸ ಬೆಳೆಸಿಕೊಳ್ಳಬೇಕು. ಕನ್ನಡ ಸಾಹಿತ್ಯದಲ್ಲಿ ವಿಭಿನ್ನ ಪ್ರಯೋಗಗಳು ನಡೆಯುತ್ತಿವೆ. ಕಾರ್ಯಕ್ರಮದಲ್ಲಿ ಸಾಹಿತಿಗಳು, ಪ್ರಕಾಶಕರು ಹಾಗೂ ಓದುಗರು ಭಾಗವಹಿಸಿದ್ದರು. ಪುಸ್ತಕದ ಲೇಖಕರು ತಮ್ಮ ಬರವಣಿಗೆಯ ಅನುಭವ ಹಂಚಿಕೊಂಡರು. [388, 994, 564, 1045]
event-place: ಸ್ಥಳ: ಚಿತ್ರಕಲಾ ಪರಿಷತ್, ಗ್ಯಾಲರಿ 3 [817, 1315, 897, 1324]
date-block [812, 14, 922, 54]
police-text-2: ಆರೋಪಿಗಳು ಮೊದಲೇ ಸಂಚು ರೂಪಿಸಿ ದಂಪತಿಯನ್ನು ಹಿಂಬಾಲಿಸಿ ಅಪಹರಿಸಿದ್ದರು. ನಗರದ ಹೊರವಲಯದ ನಿರ್ಜನ ಪ್ರದೇಶಕ್ಕೆ ಕರೆದೊಯ್ದು ಬೆದರಿಸಿ ಚಿನ್ನಾಭರಣ, ನಗದು ದೋಚಿ ಪರಾರಿಯಾಗಿದ್ದರು. ದೂರು ದಾಖಲಿಸಿಕೊಂಡ ಪೊಲೀಸರು ಸಿಸಿಟಿವಿ ದೃಶ್ಯಾವಳಿ ಹಾಗೂ ತಾಂತ್ರಿಕ ಮಾಹಿತಿ ಆಧರಿಸಿ ಆರೋಪಿಗಳನ್ನು ಪತ್ತೆ ಹಚ್ಚಿದ್ದಾರೆ. ಪ್ರಕರಣದ ತನಿಖೆ ಮುಂದುವರಿದಿದೆ. [178, 1304, 326, 1376]
trial-run-title: ಪರಿಕಾರ್ಥ ಸಂಚಾರ [388, 614, 449, 625]
png-text-2: ಡಾ. ವೆಂಕಟಾಚಲಯ್ಯ ಸಂಪರ್ಕದ ವ್ಯವಸ್ಥೆಯನ್ನು ಗೇಲ್ ಸಂಸ್ಥೆ ಒದಗಿಸುತ್ತಿದೆ. ಈಗಾಗಲೇ ಹಲವು ಬಡಾವಣೆಗಳಲ್ಲಿ ಪೈಪ್‌ಲೈನ್ ಅಳವಡಿಸಲಾಗಿದ್ದು, ನಗರದ ಎಲ್ಲಾ ಭಾಗಗಳಲ್ಲಿ ಸಂಪರ್ಕ ವಿಸ್ತರಿಸುವ ಕಾರ್ಯ ಪ್ರಗತಿಯಲ್ಲಿದೆ. ಕಾರ್ಯಕ್ರಮದಲ್ಲಿ ಸಂಸ್ಥೆಯ ಅಧಿಕಾರಿಗಳು ಉಪಸ್ಥಿತರಿದ್ದರು. [752, 856, 918, 907]
today-title-a: ಇಂದು [818, 1186, 837, 1196]
